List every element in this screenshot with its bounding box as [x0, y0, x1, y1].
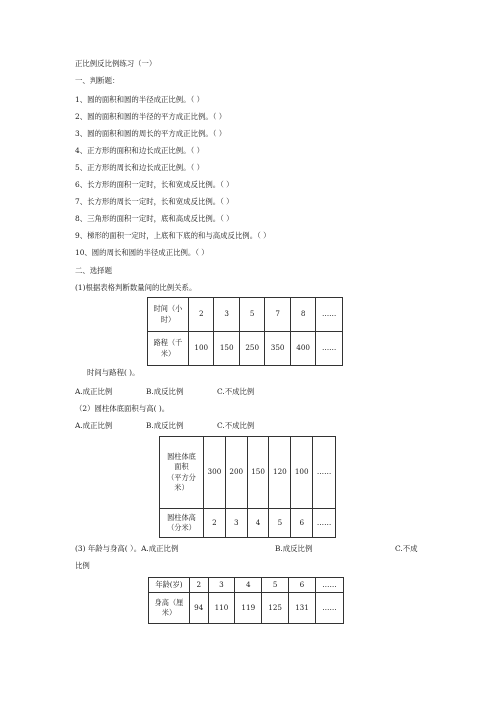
- table-cell: 94: [190, 593, 209, 624]
- q1-option-a[interactable]: A.成正比例: [75, 387, 113, 396]
- header-line: 圆柱体高: [167, 512, 196, 522]
- table-cell: 110: [208, 593, 235, 624]
- table-header-cell: [160, 509, 204, 538]
- header-line: 面积: [174, 462, 189, 471]
- q3-prompt: (3) 年龄与身高( ）。A.成正比例: [75, 544, 179, 553]
- q3-table: [148, 577, 344, 624]
- table-cell: 131: [289, 593, 316, 624]
- table-cell: 7: [265, 298, 290, 332]
- table-cell: 200: [225, 437, 247, 509]
- table-cell: 300: [204, 437, 226, 509]
- section2-heading: 二、选择题: [75, 266, 112, 275]
- judge-item-9: 9、梯形的面积一定时，上底和下底的和与高成反比例。（ ）: [75, 231, 271, 240]
- table-cell: 150: [247, 437, 269, 509]
- judge-item-3: 3、圆的面积和圆的周长的平方成正比例。（ ）: [75, 129, 227, 138]
- header-line: 时）: [160, 314, 176, 324]
- table-cell: ……: [313, 509, 336, 538]
- judge-item-6: 6、长方形的面积一定时，长和宽成反比例。（ ）: [75, 180, 234, 189]
- header-line: 米）: [174, 483, 189, 492]
- q3-option-b[interactable]: B.成反比例: [275, 544, 313, 553]
- table-cell: 350: [265, 332, 290, 366]
- table-header-cell: [149, 593, 190, 624]
- table-row: [160, 509, 336, 538]
- table-row: [160, 437, 336, 509]
- judge-item-4: 4、正方形的面积和边长成正比例。（ ）: [75, 146, 204, 155]
- table-cell: 3: [214, 298, 239, 332]
- judge-item-10: 10、圆的周长和圆的半径成正比例。（ ）: [75, 248, 209, 257]
- header-line: （平方分: [167, 472, 196, 482]
- table-cell: ……: [316, 298, 343, 332]
- q2-prompt: （2）圆柱体底面积与高( )。: [75, 404, 170, 413]
- header-line: 圆柱体底: [167, 451, 196, 461]
- table-row: [148, 332, 343, 366]
- header-line: 米）: [160, 348, 176, 358]
- q2-option-c[interactable]: C.不成比例: [217, 421, 255, 430]
- table-cell: ……: [315, 593, 343, 624]
- table-cell: 5: [262, 578, 289, 593]
- table-cell: ……: [313, 437, 336, 509]
- table-cell: 4: [235, 578, 262, 593]
- table-cell: 2: [190, 578, 209, 593]
- judge-item-7: 7、长方形的周长一定时，长和宽成反比例。（ ）: [75, 197, 234, 206]
- table-cell: 6: [289, 578, 316, 593]
- table-row: [149, 578, 344, 593]
- table-cell: 150: [214, 332, 239, 366]
- table-row: [149, 593, 344, 624]
- q2-option-b[interactable]: B.成反比例: [146, 421, 184, 430]
- q1-prompt: (1)根据表格判断数量间的比例关系。: [75, 283, 197, 292]
- judge-item-8: 8、三角形的面积一定时，底和高成反比例。（ ）: [75, 214, 234, 223]
- table-header-cell: [148, 298, 189, 332]
- q1-option-b[interactable]: B.成反比例: [146, 387, 184, 396]
- table-cell: 3: [208, 578, 235, 593]
- q1-question: 时间与路程( )。: [87, 368, 140, 377]
- q2-option-a[interactable]: A.成正比例: [75, 421, 113, 430]
- q3-option-c-continued: 比例: [75, 561, 90, 570]
- header-line: 身高（厘: [154, 597, 184, 607]
- q1-option-c[interactable]: C.不成比例: [217, 387, 255, 396]
- table-cell: 5: [269, 509, 291, 538]
- table-cell: 8: [290, 298, 315, 332]
- section1-heading: 一、判断题：: [75, 76, 120, 85]
- table-header-cell: [149, 578, 190, 593]
- table-cell: 400: [290, 332, 315, 366]
- table-cell: 100: [189, 332, 214, 366]
- table-cell: 100: [291, 437, 313, 509]
- header-line: 米）: [161, 608, 177, 617]
- table-cell: 250: [239, 332, 264, 366]
- table-cell: 2: [189, 298, 214, 332]
- table-cell: ……: [315, 578, 343, 593]
- q2-table: [159, 436, 336, 538]
- judge-item-1: 1、圆的面积和圆的半径成正比例。（ ）: [75, 95, 204, 104]
- table-cell: 125: [262, 593, 289, 624]
- table-cell: 119: [235, 593, 262, 624]
- header-line: （分米）: [167, 523, 196, 532]
- q3-option-c[interactable]: C.不成: [395, 544, 418, 553]
- table-cell: 5: [239, 298, 264, 332]
- header-line: 路程（千: [153, 338, 183, 347]
- table-cell: 2: [204, 509, 226, 538]
- table-cell: 120: [269, 437, 291, 509]
- document-title: 正比例反比例练习（一）: [75, 59, 157, 68]
- judge-item-2: 2、圆的面积和圆的半径的平方成正比例。（ ）: [75, 112, 227, 121]
- q1-table: [147, 297, 343, 366]
- header-line: 年龄(岁): [155, 579, 183, 589]
- table-header-cell: [148, 332, 189, 366]
- table-header-cell: [160, 437, 204, 509]
- table-cell: 6: [291, 509, 313, 538]
- judge-item-5: 5、正方形的周长和边长成正比例。（ ）: [75, 163, 204, 172]
- table-cell: 3: [225, 509, 247, 538]
- table-row: [148, 298, 343, 332]
- table-cell: 4: [247, 509, 269, 538]
- header-line: 时间（小: [153, 304, 183, 313]
- table-cell: ……: [316, 332, 343, 366]
